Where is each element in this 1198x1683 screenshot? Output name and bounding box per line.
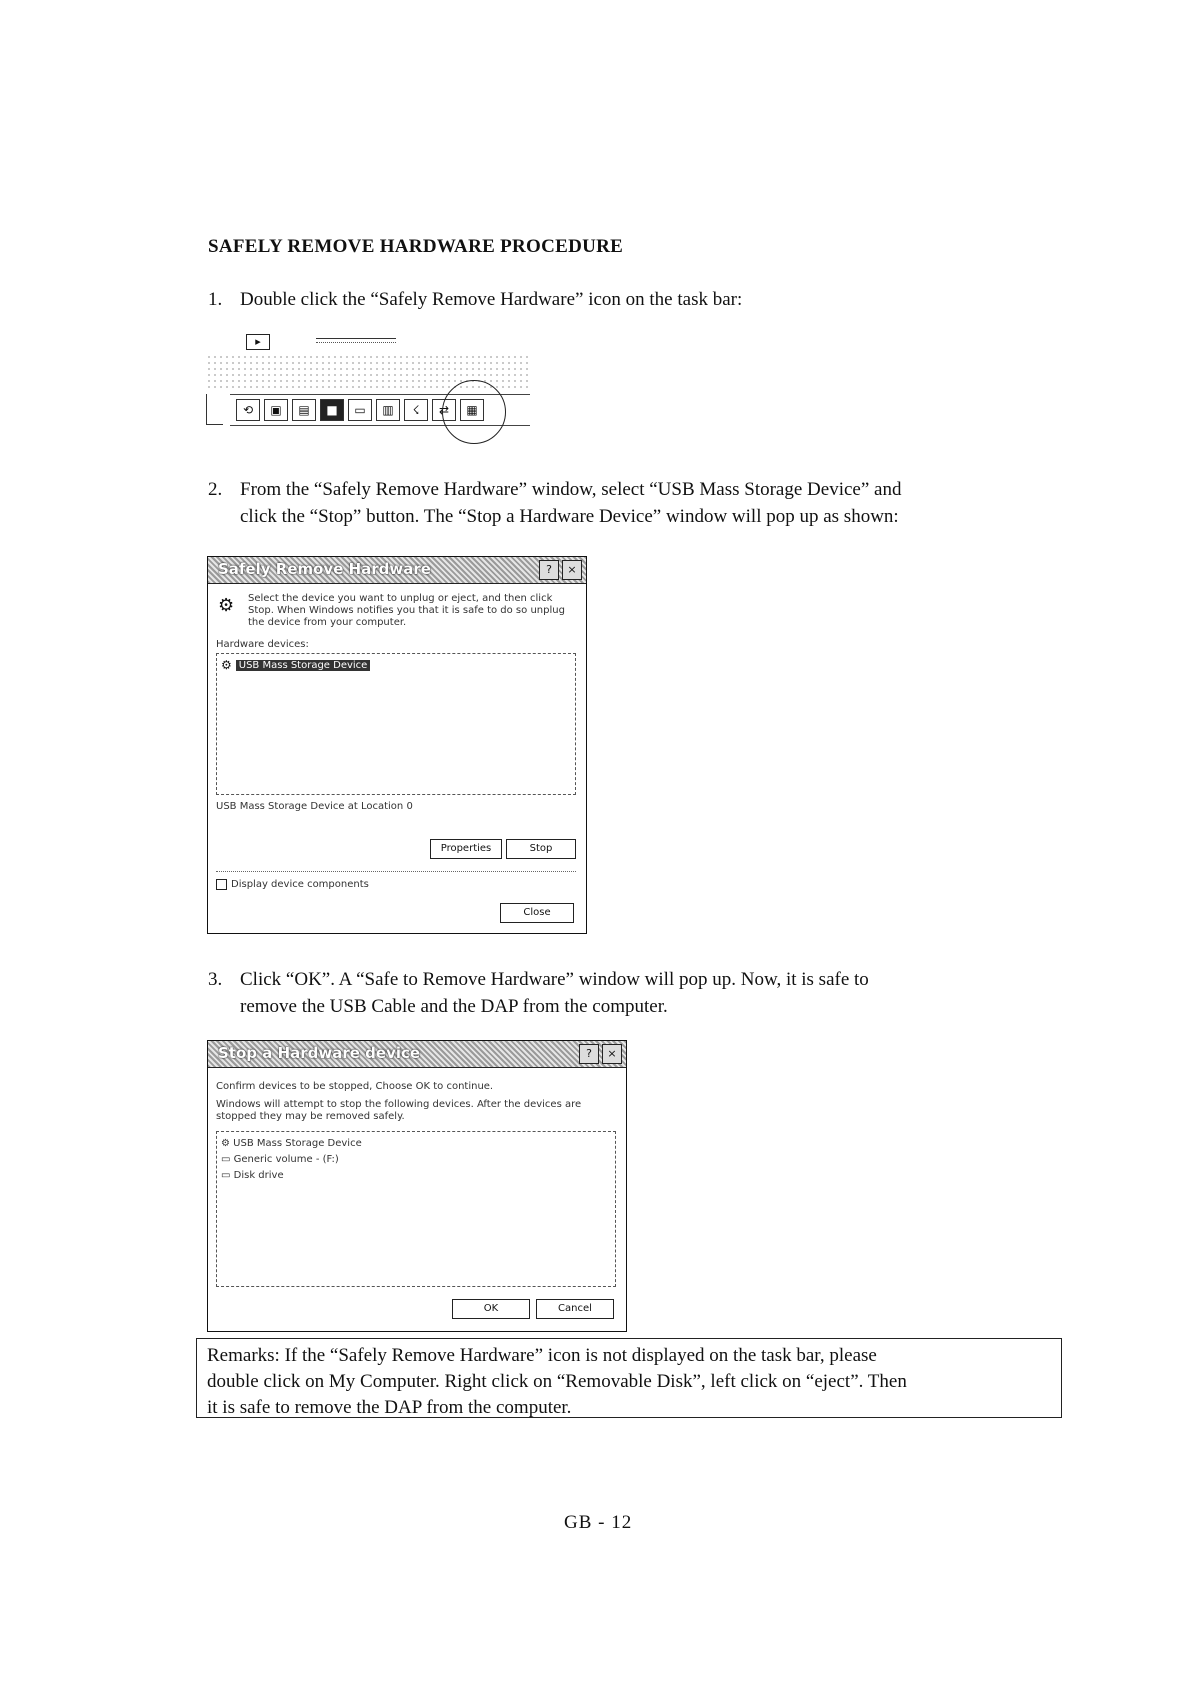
list-item[interactable] (221, 658, 370, 672)
remarks-line: double click on My Computer. Right click on “Removable Disk”, left click on “eject”. Then (207, 1371, 907, 1392)
step-number: 2. (208, 479, 223, 500)
expand-arrow-icon[interactable]: ▸ (246, 334, 270, 350)
checkbox-icon (216, 879, 227, 890)
step-number: 1. (208, 289, 223, 310)
window-title: Safely Remove Hardware (218, 560, 431, 578)
device-label: USB Mass Storage Device (233, 1138, 362, 1149)
taskbar-top-edge (206, 332, 532, 350)
taskbar-left-edge (206, 394, 223, 425)
step-text-line: remove the USB Cable and the DAP from the computer. (240, 996, 668, 1017)
ok-button[interactable]: OK (452, 1299, 530, 1319)
keyboard-icon[interactable]: ▭ (348, 399, 372, 421)
hardware-devices-list[interactable] (216, 653, 576, 795)
step-text-line: From the “Safely Remove Hardware” window, select “USB Mass Storage Device” and (240, 479, 902, 500)
window-titlebar[interactable] (208, 557, 586, 584)
volume-icon[interactable]: ⟲ (236, 399, 260, 421)
usb-device-icon: ⚙ (221, 658, 232, 672)
device-location-text: USB Mass Storage Device at Location 0 (216, 801, 413, 812)
checkbox-label: Display device components (231, 879, 369, 890)
help-icon[interactable]: ? (539, 560, 559, 580)
window-titlebar[interactable] (208, 1041, 626, 1068)
volume-drive-icon: ▭ (221, 1154, 231, 1165)
hardware-icon: ⚙ (218, 595, 235, 616)
network-icon[interactable]: ▣ (264, 399, 288, 421)
step-number: 3. (208, 969, 223, 990)
help-icon[interactable]: ? (579, 1044, 599, 1064)
devices-to-stop-list[interactable] (216, 1131, 616, 1287)
device-label: Generic volume - (F:) (233, 1154, 339, 1165)
properties-button[interactable]: Properties (430, 839, 502, 859)
disk-drive-icon: ▭ (221, 1170, 231, 1181)
info-text: Windows will attempt to stop the following devices. After the devices are stopped they may be removed safely. (216, 1099, 582, 1122)
close-button[interactable]: Close (500, 903, 574, 923)
remarks-line: it is safe to remove the DAP from the computer. (207, 1397, 572, 1418)
remarks-box (196, 1338, 1062, 1418)
step-text-line: click the “Stop” button. The “Stop a Hardware Device” window will pop up as shown: (240, 506, 899, 527)
list-item (221, 1154, 339, 1165)
highlight-circle (442, 380, 506, 444)
stop-button[interactable]: Stop (506, 839, 576, 859)
close-icon[interactable]: × (602, 1044, 622, 1064)
usb-device-icon[interactable]: ▦ (460, 399, 484, 421)
divider (216, 871, 576, 872)
app-tray-icon[interactable]: ■ (320, 399, 344, 421)
remarks-line: Remarks: If the “Safely Remove Hardware” icon is not displayed on the task bar, please (207, 1345, 877, 1366)
selected-device-label: USB Mass Storage Device (236, 660, 371, 671)
step-text-line: Double click the “Safely Remove Hardware” icon on the task bar: (240, 289, 743, 310)
step-text-line: Click “OK”. A “Safe to Remove Hardware” window will pop up. Now, it is safe to (240, 969, 869, 990)
monitor-icon[interactable]: ▤ (292, 399, 316, 421)
close-icon[interactable]: × (562, 560, 582, 580)
printer-icon[interactable]: ▥ (376, 399, 400, 421)
safely-remove-hardware-window (207, 556, 587, 934)
step-2 (208, 476, 1108, 536)
device-label: Disk drive (233, 1170, 284, 1181)
page-number: GB - 12 (564, 1512, 633, 1533)
taskbar-edge-line (316, 338, 396, 343)
page-heading: SAFELY REMOVE HARDWARE PROCEDURE (208, 236, 624, 257)
display-components-checkbox[interactable] (216, 879, 369, 890)
step-3 (208, 966, 1108, 1026)
devices-label: Hardware devices: (216, 639, 309, 650)
safely-remove-hardware-icon[interactable]: ⇄ (432, 399, 456, 421)
taskbar-illustration (206, 332, 532, 452)
window-title: Stop a Hardware device (218, 1044, 421, 1062)
cancel-button[interactable]: Cancel (536, 1299, 614, 1319)
list-item (221, 1170, 284, 1181)
stop-hardware-device-window (207, 1040, 627, 1332)
confirm-text: Confirm devices to be stopped, Choose OK to continue. (216, 1081, 494, 1092)
usb-device-icon: ⚙ (221, 1138, 230, 1149)
antivirus-icon[interactable]: ☇ (404, 399, 428, 421)
instruction-text: Select the device you want to unplug or eject, and then click Stop. When Windows notifies you that it is safe to do so unplug the device from your computer. (248, 593, 565, 628)
step-1 (208, 286, 1108, 316)
list-item (221, 1138, 362, 1149)
